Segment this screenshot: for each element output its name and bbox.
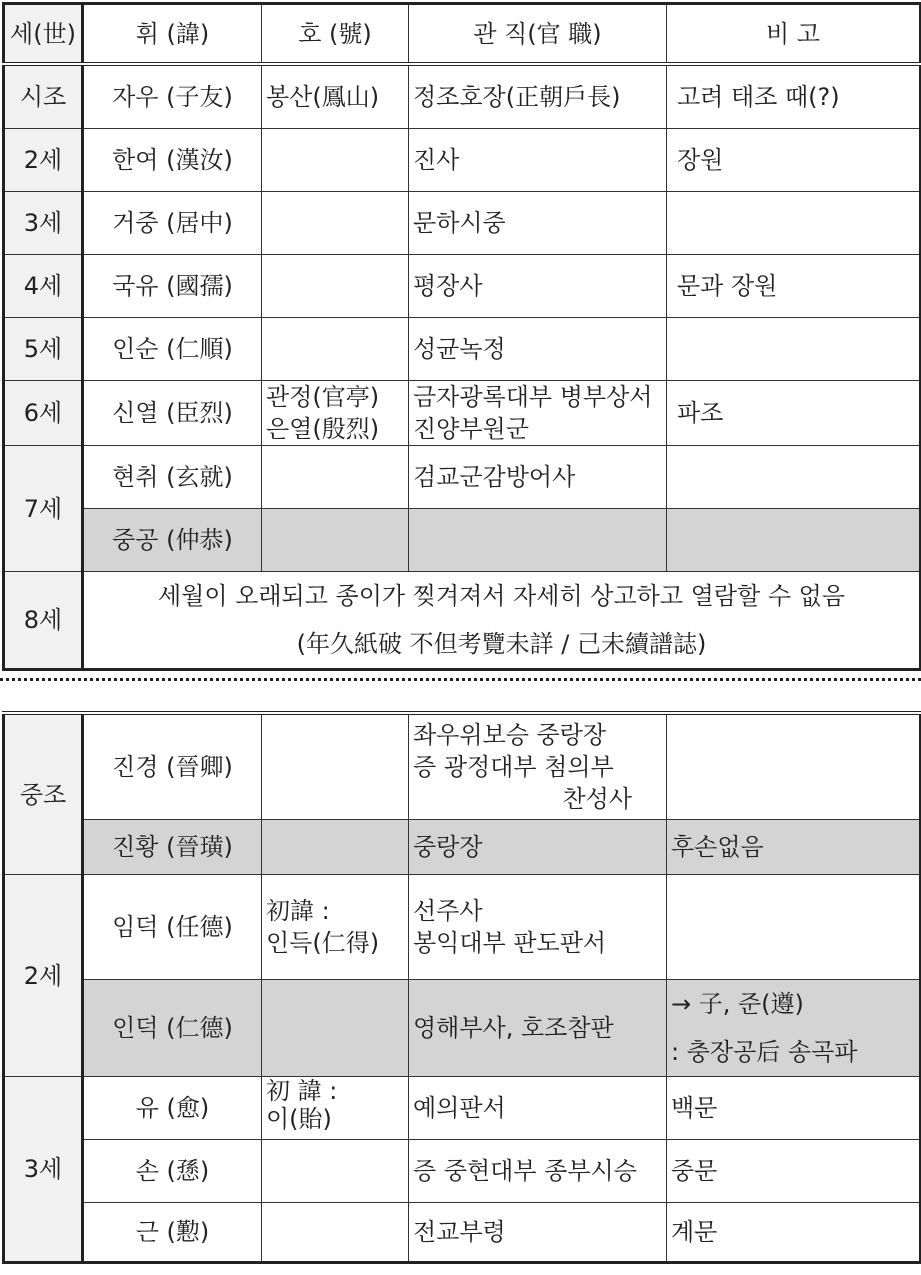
pen-name-cell (262, 875, 409, 980)
pen-name-cell (262, 509, 409, 572)
genealogy-table-upper (2, 2, 921, 671)
office-line: 증 광정대부 첨의부 (413, 753, 614, 781)
pen-name-cell (262, 255, 409, 318)
generation-cell: 2세 (4, 875, 83, 1077)
remarks-cell (667, 192, 921, 255)
table-row (4, 820, 921, 875)
remarks-cell: 고려 태조 때(?) (667, 64, 921, 129)
generation-cell: 3세 (4, 1077, 83, 1263)
table-row (4, 318, 921, 381)
office-line: 선주사 (413, 897, 483, 925)
genealogy-table-lower (2, 711, 921, 1264)
name-cell: 진경 (晉卿) (83, 713, 262, 820)
office-cell: 전교부령 (409, 1203, 667, 1263)
pen-name-cell (262, 820, 409, 875)
remarks-cell: 파조 (667, 381, 921, 446)
note-cell (83, 572, 921, 670)
office-cell: 검교군감방어사 (409, 446, 667, 509)
table-row (4, 381, 921, 446)
pen-name-line: 관정(官亭) (266, 383, 380, 411)
name-cell: 현취 (玄就) (83, 446, 262, 509)
office-cell: 예의판서 (409, 1077, 667, 1140)
pen-name-line: 이(貽) (266, 1105, 332, 1133)
office-cell: 문하시중 (409, 192, 667, 255)
name-cell: 임덕 (任德) (83, 875, 262, 980)
table-row (4, 1203, 921, 1263)
generation-cell: 7세 (4, 446, 83, 572)
office-cell: 증 중현대부 종부시승 (409, 1140, 667, 1203)
table-row (4, 129, 921, 192)
note-line: 세월이 오래되고 종이가 찢겨져서 자세히 상고하고 열람할 수 없음 (158, 582, 845, 610)
table-row (4, 64, 921, 129)
pen-name-cell (262, 980, 409, 1077)
office-cell: 성균녹정 (409, 318, 667, 381)
generation-cell: 3세 (4, 192, 83, 255)
generation-cell: 4세 (4, 255, 83, 318)
office-line: 찬성사 (562, 785, 632, 813)
office-cell: 영해부사, 호조참판 (409, 980, 667, 1077)
header-name: 휘 (諱) (83, 4, 262, 65)
name-cell: 유 (愈) (83, 1077, 262, 1140)
table-row (4, 255, 921, 318)
pen-name-cell (262, 713, 409, 820)
name-cell: 인덕 (仁德) (83, 980, 262, 1077)
name-cell: 자우 (子友) (83, 64, 262, 129)
remarks-cell (667, 318, 921, 381)
remarks-cell: 중문 (667, 1140, 921, 1203)
pen-name-cell (262, 1077, 409, 1140)
name-cell: 신열 (臣烈) (83, 381, 262, 446)
pen-name-cell (262, 1140, 409, 1203)
remarks-cell (667, 509, 921, 572)
office-line: 봉익대부 판도판서 (413, 929, 607, 957)
pen-name-cell (262, 192, 409, 255)
generation-cell: 8세 (4, 572, 83, 670)
table-row (4, 446, 921, 509)
table-row (4, 509, 921, 572)
pen-name-line: 은열(殷烈) (266, 415, 380, 443)
name-cell: 거중 (居中) (83, 192, 262, 255)
office-cell (409, 875, 667, 980)
table-row (4, 1140, 921, 1203)
remarks-cell (667, 713, 921, 820)
remarks-cell: 장원 (667, 129, 921, 192)
name-cell: 근 (懃) (83, 1203, 262, 1263)
remarks-cell: 계문 (667, 1203, 921, 1263)
office-cell: 평장사 (409, 255, 667, 318)
pen-name-cell (262, 381, 409, 446)
office-cell: 중랑장 (409, 820, 667, 875)
table-row (4, 1077, 921, 1140)
remarks-cell: 후손없음 (667, 820, 921, 875)
remarks-cell (667, 446, 921, 509)
header-office: 관 직(官 職) (409, 4, 667, 65)
header-generation: 세(世) (4, 4, 83, 65)
remarks-cell (667, 875, 921, 980)
name-cell: 인순 (仁順) (83, 318, 262, 381)
table-row (4, 875, 921, 980)
office-line: 좌우위보승 중랑장 (413, 721, 607, 749)
section-divider (0, 678, 921, 681)
table-header-row (4, 4, 921, 65)
table-row (4, 713, 921, 820)
remarks-cell: 백문 (667, 1077, 921, 1140)
office-line: 진양부원군 (413, 415, 529, 443)
office-cell: 진사 (409, 129, 667, 192)
name-cell: 중공 (仲恭) (83, 509, 262, 572)
table-row (4, 192, 921, 255)
pen-name-cell (262, 1203, 409, 1263)
office-cell (409, 713, 667, 820)
office-cell (409, 381, 667, 446)
name-cell: 손 (愻) (83, 1140, 262, 1203)
name-cell: 진황 (晉璜) (83, 820, 262, 875)
pen-name-cell (262, 318, 409, 381)
header-pen-name: 호 (號) (262, 4, 409, 65)
pen-name-cell (262, 446, 409, 509)
generation-cell: 2세 (4, 129, 83, 192)
remarks-cell (667, 980, 921, 1077)
name-cell: 국유 (國孺) (83, 255, 262, 318)
table-row (4, 572, 921, 670)
office-cell: 정조호장(正朝戶長) (409, 64, 667, 129)
generation-cell: 시조 (4, 64, 83, 129)
generation-cell: 6세 (4, 381, 83, 446)
generation-cell: 5세 (4, 318, 83, 381)
pen-name-cell: 봉산(鳳山) (262, 64, 409, 129)
remarks-line: : 충장공后 송곡파 (671, 1038, 858, 1066)
remarks-line: → 子, 준(遵) (671, 990, 804, 1018)
pen-name-cell (262, 129, 409, 192)
pen-name-line: 初諱 : (266, 897, 330, 925)
office-line: 금자광록대부 병부상서 (413, 383, 653, 411)
pen-name-line (266, 1077, 408, 1105)
pen-name-line: 인득(仁得) (266, 929, 380, 957)
table-row (4, 980, 921, 1077)
note-line: (年久紙破 不但考覽未詳 / 己未續譜誌) (296, 630, 707, 658)
generation-cell: 중조 (4, 713, 83, 875)
header-remarks: 비 고 (667, 4, 921, 65)
pen-name-line-text: 初 諱 : (266, 1077, 338, 1105)
name-cell: 한여 (漢汝) (83, 129, 262, 192)
office-cell (409, 509, 667, 572)
remarks-cell: 문과 장원 (667, 255, 921, 318)
